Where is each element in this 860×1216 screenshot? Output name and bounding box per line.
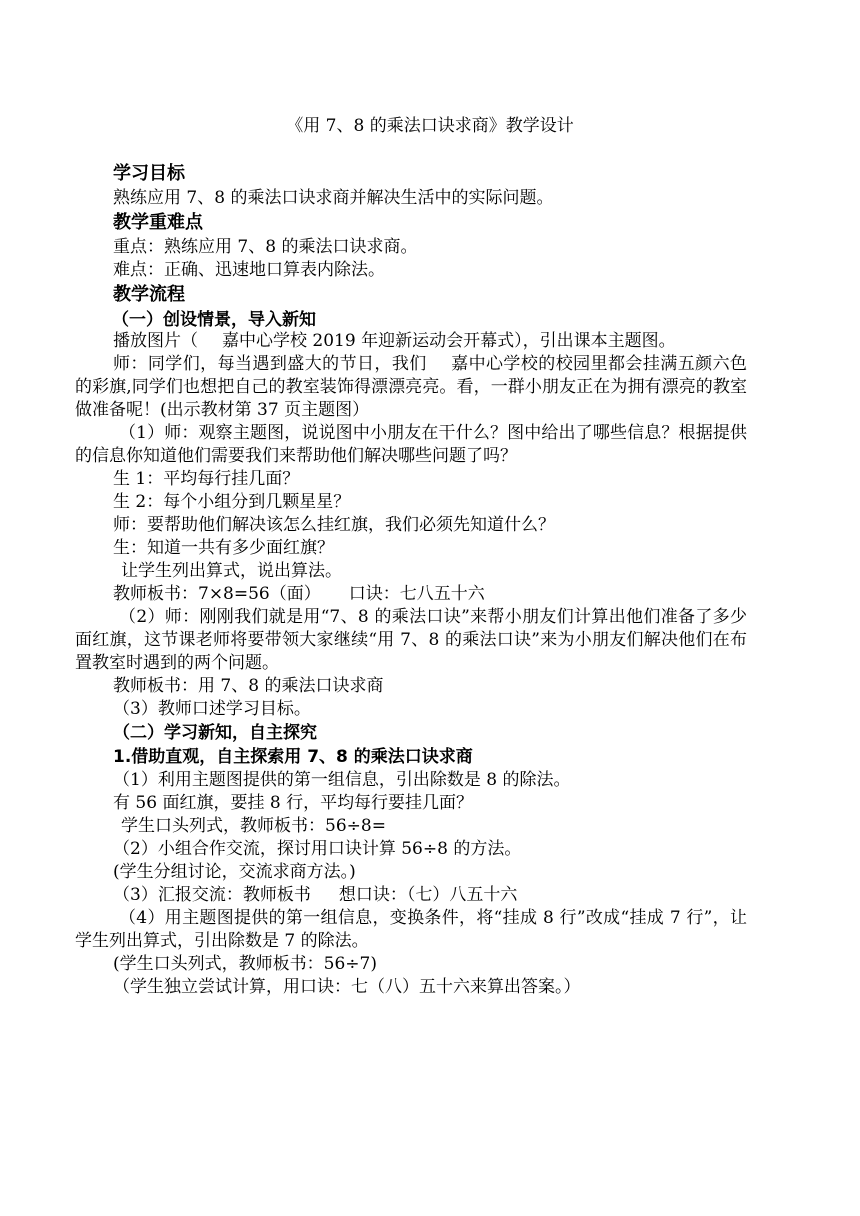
step-independent: （学生独立尝试计算，用口诀：七（八）五十六来算出答案。） — [113, 977, 581, 997]
hard-point: 难点：正确、迅速地口算表内除法。 — [113, 260, 385, 280]
paragraph-teacher-2: （2）师：刚刚我们就是用“7、8 的乘法口诀”来帮小朋友们计算出他们准备了多少面红旗，这节课老师将要带领大家继续“用 7、8 的乘法口诀”来为小朋友们解决他们在布置教室时遇到的两个问题。 — [75, 607, 747, 673]
heading-key-difficult: 教学重难点 — [113, 212, 203, 233]
document-body — [113, 161, 748, 332]
subsection-1-title: 1.借助直观，自主探索用 7、8 的乘法口诀求商 — [113, 747, 473, 767]
step-3: （3）汇报交流：教师板书 想口诀：（七）八五十六 — [113, 885, 518, 905]
list-formula: 让学生列出算式，说出算法。 — [121, 561, 342, 581]
section-2-title: （二）学习新知，自主探究 — [113, 723, 317, 743]
step-discuss: (学生分组讨论，交流求商方法。) — [113, 862, 356, 882]
step-2: （2）小组合作交流，探讨用口诀计算 56÷8 的方法。 — [113, 839, 522, 859]
step-question: 有 56 面红旗，要挂 8 行，平均每行要挂几面？ — [113, 793, 474, 813]
board-1: 教师板书：7×8=56（面） 口诀：七八五十六 — [113, 584, 485, 604]
student-answer: 生：知道一共有多少面红旗？ — [113, 538, 334, 558]
step-1: （1）利用主题图提供的第一组信息，引出除数是 8 的除法。 — [113, 770, 571, 790]
document-title: 《用 7、8 的乘法口诀求商》教学设计 — [286, 116, 574, 136]
board-2: 教师板书：用 7、8 的乘法口诀求商 — [113, 676, 384, 696]
paragraph-observe: （1）师：观察主题图，说说图中小朋友在干什么？图中给出了哪些信息？根据提供的信息你知道他们需要我们来帮助他们解决哪些问题了吗？ — [75, 423, 747, 466]
step-list: 学生口头列式，教师板书：56÷8= — [121, 816, 386, 836]
goal-text: 熟练应用 7、8 的乘法口诀求商并解决生活中的实际问题。 — [113, 188, 554, 208]
student-1: 生 1：平均每行挂几面？ — [113, 469, 300, 489]
teacher-question: 师：要帮助他们解决该怎么挂红旗，我们必须先知道什么？ — [113, 515, 555, 535]
step-oral: (学生口头列式，教师板书：56÷7) — [113, 954, 377, 974]
key-point: 重点：熟练应用 7、8 的乘法口诀求商。 — [113, 237, 418, 257]
paragraph-3: （3）教师口述学习目标。 — [113, 699, 311, 719]
heading-teaching-flow: 教学流程 — [113, 284, 185, 305]
paragraph-play-image: 播放图片（ 嘉中心学校 2019 年迎新运动会开幕式），引出课本主题图。 — [113, 331, 676, 351]
flow-body — [75, 330, 747, 999]
section-1-title: （一）创设情景，导入新知 — [112, 310, 316, 330]
student-2: 生 2：每个小组分到几颗星星？ — [113, 492, 351, 512]
step-4: （4）用主题图提供的第一组信息，变换条件，将“挂成 8 行”改成“挂成 7 行”，让学生列出算式，引出除数是 7 的除法。 — [75, 908, 747, 951]
paragraph-teacher-intro: 师：同学们，每当遇到盛大的节日，我们 嘉中心学校的校园里都会挂满五颜六色的彩旗,同学们也想把自己的教室装饰得漂漂亮亮。看，一群小朋友正在为拥有漂亮的教室做准备呢！(出示教材第 37 页主题图） — [75, 354, 748, 420]
heading-learning-goals: 学习目标 — [113, 163, 185, 184]
